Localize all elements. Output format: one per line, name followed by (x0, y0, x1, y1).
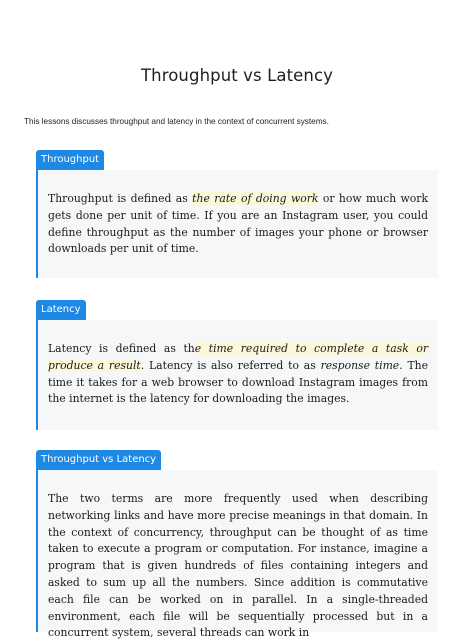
throughput-box (36, 170, 438, 278)
latency-paragraph: Latency is defined as the time required to complete a task or produce a result. Latency is also referred to as response time. The time it takes for a web browser to download Instagram images from the internet is the latency for downloading the images. (48, 342, 428, 406)
latency-section (36, 300, 438, 430)
latency-emphasis: response time (320, 358, 400, 372)
throughput-paragraph: Throughput is defined as the rate of doing work or how much work gets done per unit of time. If you are an Instagram user, you could define throughput as the number of images your phone or browser downloads per unit of time. (48, 192, 428, 256)
throughput-section (36, 150, 438, 278)
comparison-box (36, 470, 438, 640)
comparison-tab: Throughput vs Latency (36, 450, 161, 470)
intro-text: This lessons discusses throughput and latency in the context of concurrent systems. (24, 117, 329, 126)
throughput-tab: Throughput (36, 150, 104, 170)
latency-box (36, 320, 438, 430)
latency-highlight: e time required to complete a task or produce a result (48, 342, 428, 372)
comparison-paragraph: The two terms are more frequently used when describing networking links and have more precise meanings in that domain. In the context of concurrency, throughput can be thought of as time taken to execute a program or computation. For instance, imagine a program that is given hundreds of files containing integers and asked to sum up all the numbers. Since addition is commutative each file can be worked on in parallel. In a single-threaded environment, each file will be sequentially processed but in a concurrent system, several threads can work in (48, 492, 428, 640)
throughput-highlight: the rate of doing work (192, 192, 319, 205)
page-title: Throughput vs Latency (140, 66, 333, 85)
comparison-section (36, 450, 438, 640)
latency-tab: Latency (36, 300, 86, 320)
